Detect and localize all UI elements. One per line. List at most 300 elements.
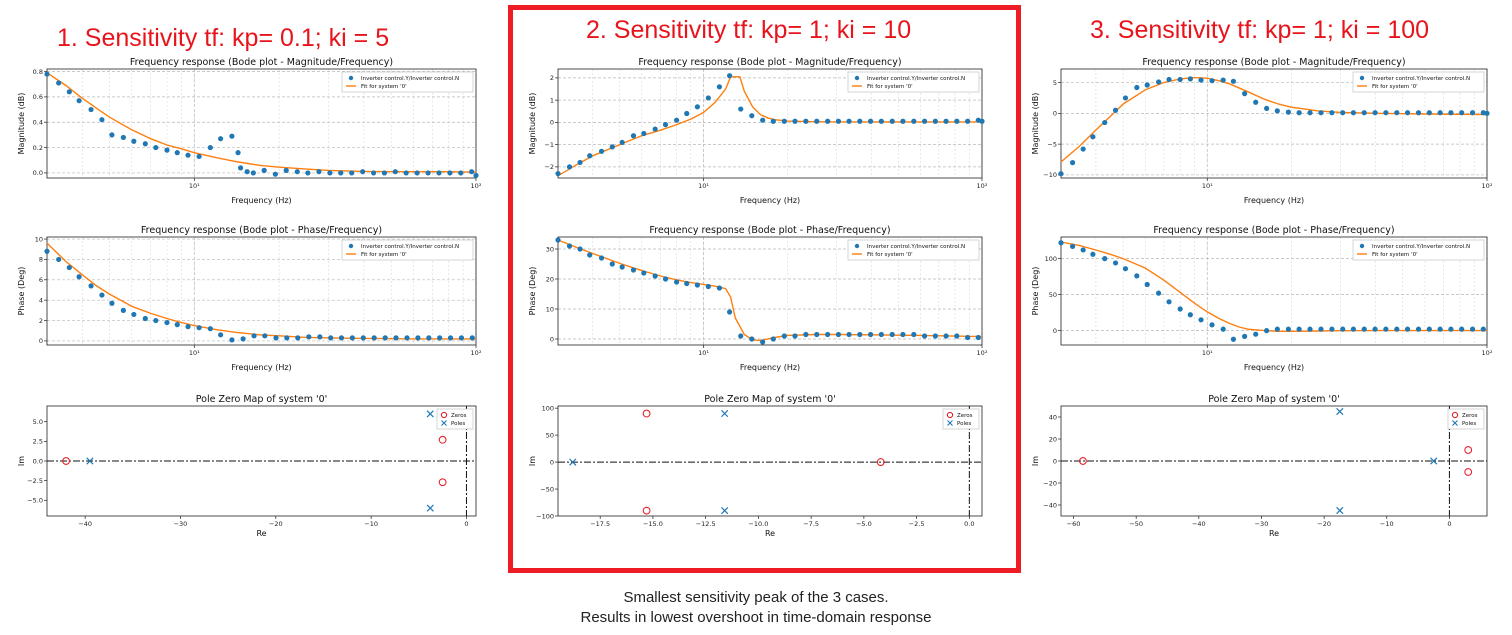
- chart1-bode-mag-data-point: [393, 169, 398, 174]
- chart1-bode-mag-data-point: [196, 154, 201, 159]
- chart1-bode-phase-ytick-label: 6: [38, 276, 43, 285]
- chart2-bode-mag-data-point: [979, 119, 984, 124]
- chart1-pzmap-ytick-label: 5.0: [32, 418, 43, 427]
- chart2-bode-phase-xtick-label: 10¹: [698, 349, 710, 357]
- chart2-bode-phase-data-point: [555, 237, 560, 242]
- case3-title: 3. Sensitivity tf: kp= 1; ki = 100: [1090, 16, 1430, 44]
- chart1-pzmap-ytick-label: −5.0: [27, 496, 43, 505]
- chart3-bode-phase-data-point: [1221, 327, 1226, 332]
- chart2-pzmap-xtick-label: −17.5: [590, 520, 611, 528]
- chart1-bode-phase-data-point: [361, 335, 366, 340]
- chart1-bode-mag-ytick-label: 0.8: [32, 67, 43, 76]
- chart1-bode-mag-data-point: [143, 141, 148, 146]
- chart2-bode-phase-data-point: [836, 332, 841, 337]
- chart1-pzmap-plot: [17, 394, 476, 538]
- chart2-bode-phase-data-point: [738, 333, 743, 338]
- chart3-pzmap-xtick-label: −20: [1317, 520, 1331, 528]
- chart1-bode-mag-ytick-label: 0.4: [32, 118, 43, 127]
- chart3-bode-mag-data-point: [1318, 110, 1323, 115]
- chart3-bode-mag-data-point: [1134, 85, 1139, 90]
- chart3-pzmap-zero-marker: [1465, 447, 1472, 454]
- chart1-pzmap-xtick-label: 0: [464, 520, 469, 528]
- chart3-bode-mag-plot: [1031, 57, 1493, 205]
- chart1-bode-mag-data-point: [404, 170, 409, 175]
- chart3-bode-phase-data-point: [1416, 327, 1421, 332]
- chart1-bode-phase-xtick-label: 10²: [470, 349, 482, 357]
- chart2-bode-phase-data-point: [965, 335, 970, 340]
- chart3-bode-mag-xtick-label: 10²: [1481, 182, 1493, 190]
- chart1-bode-mag-data-point: [316, 169, 321, 174]
- chart2-bode-mag-data-point: [911, 119, 916, 124]
- chart2-bode-mag-data-point: [610, 144, 615, 149]
- chart3-bode-phase-data-point: [1275, 327, 1280, 332]
- chart2-bode-phase-data-point: [749, 336, 754, 341]
- chart1-bode-mag-data-point: [382, 170, 387, 175]
- chart1-bode-phase-data-point: [164, 320, 169, 325]
- chart3-bode-phase-ytick-label: 50: [1048, 290, 1057, 299]
- chart2-bode-phase-data-point: [674, 279, 679, 284]
- chart1-bode-phase-data-point: [262, 333, 267, 338]
- chart3-bode-mag-data-point: [1459, 110, 1464, 115]
- chart2-bode-mag-data-point: [803, 119, 808, 124]
- chart1-bode-mag-data-point: [238, 165, 243, 170]
- chart1-bode-mag-data-point: [469, 169, 474, 174]
- chart1-bode-phase-ytick-label: 4: [38, 296, 43, 305]
- chart2-pzmap-ytick-label: 0: [549, 458, 554, 467]
- chart3-bode-mag-ytick-label: 5: [1052, 78, 1057, 87]
- chart1-bode-phase-data-point: [306, 334, 311, 339]
- chart1-bode-phase-data-point: [273, 335, 278, 340]
- chart3-pzmap-zero-marker: [1465, 469, 1472, 476]
- chart2-bode-mag-data-point: [922, 119, 927, 124]
- chart1-bode-mag-data-point: [436, 170, 441, 175]
- chart1-pzmap-pole-marker: [427, 505, 433, 511]
- chart3-bode-phase-data-point: [1253, 332, 1258, 337]
- chart3-bode-mag-data-point: [1090, 134, 1095, 139]
- chart1-bode-mag-xtick-label: 10¹: [188, 182, 200, 190]
- chart1-bode-phase-data-point: [143, 316, 148, 321]
- chart1-bode-phase-data-point: [67, 265, 72, 270]
- chart1-bode-mag-data-point: [473, 173, 478, 178]
- chart2-bode-phase-ytick-label: 0: [549, 335, 554, 344]
- chart3-bode-mag-data-point: [1416, 110, 1421, 115]
- chart3-bode-mag-data-point: [1156, 79, 1161, 84]
- chart2-bode-mag-data-point: [933, 119, 938, 124]
- chart3-bode-phase-xtick-label: 10¹: [1201, 349, 1213, 357]
- chart3-bode-phase-data-point: [1286, 327, 1291, 332]
- chart1-pzmap-title: Pole Zero Map of system '0': [195, 394, 328, 405]
- chart2-bode-phase-data-point: [976, 335, 981, 340]
- chart2-bode-mag-ytick-label: 0: [549, 118, 554, 127]
- chart2-bode-mag-data-point: [727, 73, 732, 78]
- chart1-bode-phase-data-point: [76, 274, 81, 279]
- chart1-bode-mag-data-point: [273, 172, 278, 177]
- chart2-bode-phase-data-point: [577, 246, 582, 251]
- chart1-bode-mag-ytick-label: 0.2: [32, 143, 43, 152]
- chart3-bode-mag-data-point: [1081, 146, 1086, 151]
- chart3-bode-mag-data-point: [1438, 110, 1443, 115]
- chart2-pzmap-xtick-label: −15.0: [642, 520, 663, 528]
- chart3-bode-phase-data-point: [1340, 327, 1345, 332]
- chart1-bode-mag-data-point: [447, 170, 452, 175]
- chart1-bode-mag-data-point: [338, 170, 343, 175]
- chart2-bode-mag-data-point: [890, 119, 895, 124]
- chart1-bode-mag-legend-label: Inverter control.Y/Inverter control.N: [361, 76, 460, 82]
- chart3-bode-mag-legend-marker-data: [1360, 76, 1364, 80]
- chart3-bode-mag-data-point: [1448, 110, 1453, 115]
- chart2-bode-phase-xlabel: Frequency (Hz): [739, 363, 801, 372]
- chart3-bode-phase-data-point: [1362, 327, 1367, 332]
- chart1-bode-mag-data-point: [327, 170, 332, 175]
- chart1-bode-mag-data-point: [185, 153, 190, 158]
- chart1-bode-mag-ytick-label: 0.6: [32, 93, 43, 102]
- chart3-bode-mag-data-point: [1058, 171, 1063, 176]
- chart1-bode-phase-ytick-label: 10: [34, 235, 43, 244]
- chart1-bode-phase-data-point: [251, 333, 256, 338]
- chart3-bode-mag-data-point: [1329, 110, 1334, 115]
- chart2-pzmap-pole-marker: [721, 410, 727, 416]
- chart2-bode-mag-data-point: [857, 119, 862, 124]
- chart2-bode-mag-data-point: [771, 119, 776, 124]
- chart2-bode-phase-data-point: [587, 252, 592, 257]
- chart3-bode-phase-data-point: [1405, 327, 1410, 332]
- chart2-pzmap-xtick-label: −12.5: [695, 520, 716, 528]
- chart1-bode-mag-data-point: [371, 170, 376, 175]
- chart1-bode-phase-data-point: [393, 335, 398, 340]
- chart1-bode-mag-data-point: [175, 150, 180, 155]
- chart2-pzmap-xtick-label: −10.0: [748, 520, 769, 528]
- chart2-pzmap-frame: [558, 406, 982, 516]
- chart1-bode-mag-data-point: [425, 170, 430, 175]
- chart1-bode-mag-data-point: [131, 139, 136, 144]
- chart3-bode-mag-data-point: [1340, 110, 1345, 115]
- chart2-bode-mag-xtick-label: 10²: [976, 182, 988, 190]
- chart3-bode-mag-data-point: [1484, 111, 1489, 116]
- chart3-pzmap-ytick-label: −20: [1043, 479, 1057, 488]
- chart2-pzmap-zero-marker: [643, 410, 650, 417]
- chart2-bode-mag-legend-label: Fit for system '0': [867, 84, 913, 90]
- chart1-bode-mag-data-point: [56, 80, 61, 85]
- chart3-bode-mag-data-point: [1275, 108, 1280, 113]
- chart2-pzmap-zero-marker: [643, 507, 650, 514]
- chart2-bode-phase-xtick-label: 10²: [976, 349, 988, 357]
- chart1-bode-phase-data-point: [99, 292, 104, 297]
- chart1-pzmap-xtick-label: −20: [268, 520, 283, 528]
- chart3-bode-mag-data-point: [1123, 95, 1128, 100]
- chart3-bode-mag-data-point: [1470, 110, 1475, 115]
- chart2-bode-mag-data-point: [587, 153, 592, 158]
- chart1-bode-phase-data-point: [131, 312, 136, 317]
- chart3-pzmap-title: Pole Zero Map of system '0': [1208, 394, 1340, 405]
- chart1-pzmap-xtick-label: −40: [78, 520, 92, 528]
- caption-line1: Smallest sensitivity peak of the 3 cases.: [623, 589, 889, 606]
- chart3-bode-phase-legend-label: Fit for system '0': [1372, 252, 1418, 258]
- chart1-bode-mag-data-point: [76, 98, 81, 103]
- chart2-pzmap-xtick-label: −7.5: [803, 520, 820, 528]
- chart2-bode-mag-ytick-label: 2: [549, 74, 554, 83]
- chart2-bode-phase-ytick-label: 30: [545, 245, 554, 254]
- chart3-pzmap-ytick-label: 40: [1048, 413, 1057, 422]
- chart1-bode-mag-data-point: [44, 71, 49, 76]
- chart2-bode-phase-data-point: [911, 332, 916, 337]
- chart3-pzmap-xtick-label: −50: [1129, 520, 1144, 528]
- chart2-bode-mag-data-point: [846, 119, 851, 124]
- chart3-pzmap-ylabel: Im: [1031, 455, 1040, 467]
- chart2-bode-phase-data-point: [706, 284, 711, 289]
- chart1-bode-phase-data-point: [196, 325, 201, 330]
- chart2-bode-mag-data-point: [868, 119, 873, 124]
- chart2-pzmap-ytick-label: −50: [540, 485, 554, 494]
- chart3-bode-mag-data-point: [1307, 110, 1312, 115]
- chart3-bode-mag-ytick-label: −5: [1047, 140, 1057, 149]
- chart2-bode-mag-data-point: [717, 84, 722, 89]
- chart2-bode-mag-data-point: [954, 119, 959, 124]
- chart1-bode-phase-data-point: [339, 335, 344, 340]
- chart2-pzmap-xlabel: Re: [764, 529, 776, 538]
- chart3-bode-mag-data-point: [1198, 77, 1203, 82]
- chart3-bode-phase-data-point: [1070, 244, 1075, 249]
- chart2-bode-mag-data-point: [792, 119, 797, 124]
- chart2-pzmap-ylabel: Im: [528, 455, 537, 467]
- chart1-bode-phase-legend-label: Inverter control.Y/Inverter control.N: [361, 244, 460, 250]
- chart2-bode-mag-data-point: [825, 119, 830, 124]
- chart2-bode-phase-ylabel: Phase (Deg): [528, 266, 537, 316]
- chart1-bode-mag-data-point: [67, 89, 72, 94]
- chart3-bode-mag-data-point: [1166, 77, 1171, 82]
- chart2-bode-phase-ytick-label: 10: [545, 305, 554, 314]
- chart2-bode-mag-data-point: [879, 119, 884, 124]
- chart1-bode-phase-ylabel: Phase (Deg): [17, 266, 26, 316]
- chart3-bode-phase-data-point: [1231, 337, 1236, 342]
- chart3-bode-phase-data-point: [1123, 266, 1128, 271]
- chart1-pzmap-ytick-label: 0.0: [32, 457, 43, 466]
- chart3-bode-mag-data-point: [1394, 110, 1399, 115]
- chart1-bode-phase-data-point: [208, 326, 213, 331]
- chart2-bode-mag-data-point: [943, 119, 948, 124]
- chart1-bode-phase-ytick-label: 2: [38, 316, 43, 325]
- chart1-pzmap-legend-label: Zeros: [451, 413, 467, 419]
- chart3-bode-mag-data-point: [1286, 110, 1291, 115]
- chart1-bode-phase-data-point: [185, 324, 190, 329]
- chart1-bode-phase-data-point: [383, 335, 388, 340]
- chart3-bode-phase-data-point: [1264, 328, 1269, 333]
- chart3-bode-phase-ylabel: Phase (Deg): [1031, 266, 1040, 316]
- chart2-bode-phase-data-point: [857, 332, 862, 337]
- chart1-bode-mag-data-point: [88, 107, 93, 112]
- chart1-bode-phase-data-point: [415, 335, 420, 340]
- chart2-pzmap-xtick-label: −5.0: [855, 520, 872, 528]
- chart1-bode-phase-data-point: [121, 308, 126, 313]
- chart2-bode-phase-data-point: [825, 332, 830, 337]
- chart3-bode-phase-data-point: [1318, 327, 1323, 332]
- chart1-bode-mag-data-point: [208, 145, 213, 150]
- chart1-bode-phase-data-point: [372, 335, 377, 340]
- chart1-bode-phase-title: Frequency response (Bode plot - Phase/Frequency): [140, 225, 383, 236]
- chart2-bode-phase-data-point: [684, 281, 689, 286]
- chart2-bode-phase-data-point: [954, 333, 959, 338]
- chart2-bode-phase-plot: [528, 225, 988, 372]
- chart2-bode-mag-plot: [528, 57, 988, 205]
- chart1-bode-phase-data-point: [328, 335, 333, 340]
- chart2-pzmap-xtick-label: 0.0: [964, 520, 975, 528]
- chart3-bode-mag-data-point: [1070, 160, 1075, 165]
- chart3-pzmap-xtick-label: 0: [1447, 520, 1452, 528]
- chart3-bode-phase-data-point: [1178, 306, 1183, 311]
- chart1-pzmap-ylabel: Im: [17, 455, 26, 467]
- chart3-pzmap-plot: [1031, 394, 1487, 538]
- chart2-pzmap-plot: [528, 394, 982, 538]
- chart1-bode-phase-xtick-label: 10¹: [188, 349, 200, 357]
- chart2-bode-mag-data-point: [577, 160, 582, 165]
- chart3-bode-mag-legend-label: Inverter control.Y/Inverter control.N: [1372, 76, 1471, 82]
- chart3-pzmap-xtick-label: −40: [1191, 520, 1206, 528]
- chart3-bode-phase-plot: [1031, 225, 1493, 372]
- chart1-bode-mag-data-point: [360, 169, 365, 174]
- chart2-bode-mag-title: Frequency response (Bode plot - Magnitude/Frequency): [638, 57, 902, 68]
- chart3-bode-phase-data-point: [1372, 327, 1377, 332]
- chart2-bode-mag-data-point: [599, 149, 604, 154]
- chart3-bode-mag-data-point: [1221, 77, 1226, 82]
- chart1-pzmap-xtick-label: −10: [364, 520, 378, 528]
- chart3-pzmap-pole-marker: [1337, 408, 1343, 414]
- caption-line2: Results in lowest overshoot in time-domain response: [580, 609, 932, 626]
- chart2-bode-phase-data-point: [803, 332, 808, 337]
- chart2-bode-mag-data-point: [749, 113, 754, 118]
- chart3-pzmap-pole-marker: [1337, 507, 1343, 513]
- chart1-pzmap-zero-marker: [439, 436, 446, 443]
- chart2-bode-phase-legend-label: Inverter control.Y/Inverter control.N: [867, 244, 966, 250]
- chart3-bode-phase-data-point: [1427, 327, 1432, 332]
- chart1-bode-mag-data-point: [305, 170, 310, 175]
- chart2-bode-mag-data-point: [900, 119, 905, 124]
- chart1-bode-mag-ylabel: Magnitude (dB): [17, 92, 26, 155]
- chart2-bode-phase-data-point: [717, 285, 722, 290]
- chart1-bode-mag-ytick-label: 0.0: [32, 169, 43, 178]
- chart2-bode-mag-data-point: [684, 111, 689, 116]
- chart3-bode-mag-ytick-label: 0: [1052, 109, 1057, 118]
- chart1-bode-mag-title: Frequency response (Bode plot - Magnitude/Frequency): [129, 57, 394, 68]
- chart1-bode-mag-data-point: [251, 170, 256, 175]
- chart3-bode-mag-data-point: [1209, 78, 1214, 83]
- chart1-bode-phase-data-point: [88, 283, 93, 288]
- chart2-bode-phase-data-point: [771, 336, 776, 341]
- chart2-bode-phase-legend-label: Fit for system '0': [867, 252, 913, 258]
- chart3-pzmap-ytick-label: 20: [1048, 435, 1057, 444]
- chart3-bode-mag-ylabel: Magnitude (dB): [1031, 92, 1040, 155]
- chart1-bode-mag-data-point: [245, 169, 250, 174]
- chart2-bode-phase-data-point: [846, 332, 851, 337]
- chart2-bode-mag-ytick-label: 1: [549, 96, 554, 105]
- chart3-bode-mag-data-point: [1427, 110, 1432, 115]
- chart2-bode-phase-data-point: [814, 332, 819, 337]
- chart3-pzmap-xtick-label: −10: [1379, 520, 1394, 528]
- chart2-bode-mag-legend-label: Inverter control.Y/Inverter control.N: [867, 76, 966, 82]
- chart3-bode-phase-data-point: [1448, 327, 1453, 332]
- chart3-bode-phase-data-point: [1242, 334, 1247, 339]
- chart2-bode-mag-data-point: [706, 95, 711, 100]
- chart1-pzmap-pole-marker: [427, 411, 433, 417]
- chart3-bode-mag-data-point: [1102, 120, 1107, 125]
- chart1-bode-mag-legend-label: Fit for system '0': [361, 84, 407, 90]
- chart2-bode-mag-legend-marker-data: [855, 76, 859, 80]
- chart3-pzmap-ytick-label: −40: [1043, 501, 1057, 510]
- chart1-bode-mag-xlabel: Frequency (Hz): [231, 196, 292, 205]
- chart2-bode-mag-data-point: [760, 118, 765, 123]
- chart1-bode-mag-data-point: [109, 132, 114, 137]
- chart2-bode-mag-data-point: [782, 119, 787, 124]
- chart3-bode-phase-data-point: [1113, 260, 1118, 265]
- chart2-bode-phase-data-point: [631, 267, 636, 272]
- chart2-bode-phase-ytick-label: 20: [545, 275, 554, 284]
- chart1-bode-phase-data-point: [426, 335, 431, 340]
- chart1-pzmap-xtick-label: −30: [173, 520, 188, 528]
- chart3-bode-mag-data-point: [1405, 110, 1410, 115]
- chart3-bode-phase-legend-marker-data: [1360, 244, 1364, 248]
- chart2-bode-phase-data-point: [782, 333, 787, 338]
- chart1-bode-phase-plot: [17, 225, 482, 372]
- chart1-bode-phase-data-point: [284, 335, 289, 340]
- chart3-bode-phase-data-point: [1156, 291, 1161, 296]
- chart2-bode-phase-data-point: [695, 282, 700, 287]
- chart3-bode-phase-xlabel: Frequency (Hz): [1243, 363, 1305, 372]
- chart3-bode-phase-data-point: [1188, 312, 1193, 317]
- chart3-bode-phase-xtick-label: 10²: [1481, 349, 1493, 357]
- chart1-bode-mag-data-point: [153, 145, 158, 150]
- chart2-bode-phase-data-point: [879, 332, 884, 337]
- chart2-bode-mag-xlabel: Frequency (Hz): [739, 196, 801, 205]
- chart3-bode-mag-data-point: [1113, 108, 1118, 113]
- chart2-bode-mag-data-point: [653, 126, 658, 131]
- chart1-bode-phase-data-point: [44, 249, 49, 254]
- chart3-bode-phase-data-point: [1145, 282, 1150, 287]
- chart1-bode-mag-data-point: [349, 170, 354, 175]
- chart3-bode-phase-ytick-label: 0: [1052, 326, 1057, 335]
- chart1-bode-phase-data-point: [153, 318, 158, 323]
- chart2-bode-mag-data-point: [620, 140, 625, 145]
- chart1-bode-mag-data-point: [415, 170, 420, 175]
- chart2-bode-phase-data-point: [943, 333, 948, 338]
- chart1-bode-phase-data-point: [404, 335, 409, 340]
- chart2-bode-phase-data-point: [922, 333, 927, 338]
- chart1-bode-phase-data-point: [448, 335, 453, 340]
- chart1-bode-phase-data-point: [229, 337, 234, 342]
- chart3-bode-phase-data-point: [1329, 327, 1334, 332]
- chart2-bode-mag-ytick-label: −2: [544, 163, 554, 172]
- chart2-bode-phase-legend-marker-data: [855, 244, 859, 248]
- chart2-bode-phase-data-point: [610, 261, 615, 266]
- chart2-bode-phase-data-point: [900, 332, 905, 337]
- chart2-bode-phase-data-point: [890, 332, 895, 337]
- chart1-bode-phase-data-point: [218, 332, 223, 337]
- chart3-bode-phase-data-point: [1166, 299, 1171, 304]
- chart1-bode-phase-xlabel: Frequency (Hz): [231, 363, 292, 372]
- chart3-bode-phase-data-point: [1102, 256, 1107, 261]
- chart1-bode-mag-data-point: [121, 135, 126, 140]
- chart3-bode-phase-data-point: [1481, 327, 1486, 332]
- chart3-pzmap-xtick-label: −60: [1066, 520, 1081, 528]
- chart2-bode-phase-data-point: [641, 270, 646, 275]
- chart3-bode-mag-data-point: [1242, 91, 1247, 96]
- case1-title: 1. Sensitivity tf: kp= 0.1; ki = 5: [57, 24, 390, 52]
- chart3-bode-mag-legend-label: Fit for system '0': [1372, 84, 1418, 90]
- chart1-pzmap-zero-marker: [439, 479, 446, 486]
- chart2-pzmap-ytick-label: −100: [536, 512, 554, 521]
- chart1-bode-phase-ytick-label: 0: [38, 337, 43, 346]
- chart1-bode-mag-plot: [17, 57, 482, 205]
- chart2-pzmap-xtick-label: −2.5: [908, 520, 925, 528]
- chart1-pzmap-ytick-label: −2.5: [27, 476, 43, 485]
- chart3-bode-phase-data-point: [1058, 240, 1063, 245]
